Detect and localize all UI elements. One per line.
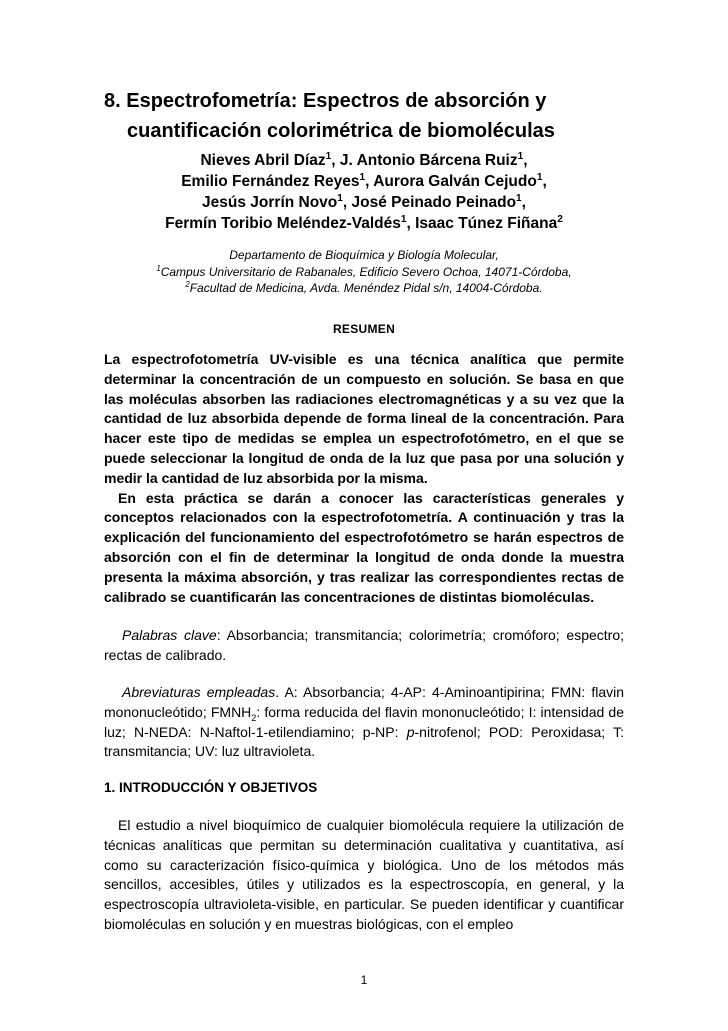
affiliation-1 xyxy=(104,264,624,281)
author-affiliation-mark: 1 xyxy=(325,150,332,162)
author-name: Fermín Toribio Meléndez-Valdés xyxy=(165,215,401,232)
author-affiliation-mark: 1 xyxy=(359,171,366,183)
abstract-paragraph-2: En esta práctica se darán a conocer las características generales y conceptos relacionados con la espectrofotometría. A continuación y tras la explicación del funcionamiento del espectrofotómetro se harán espectros de absorción con el fin de determinar la longitud de onda donde la muestra presenta la máxima absorción, y tras realizar las correspondientes rectas de calibrado se cuantificarán las concentraciones de distintas biomoléculas. xyxy=(104,489,624,605)
author-separator: , xyxy=(342,194,352,211)
author-list xyxy=(104,150,624,234)
author-separator: , xyxy=(331,152,340,169)
author-affiliation-mark: 1 xyxy=(517,150,524,162)
author-line xyxy=(104,192,624,213)
page-number: 1 xyxy=(360,973,368,987)
author-separator: , xyxy=(542,173,547,190)
author-separator: , xyxy=(523,152,528,169)
author-name: José Peinado Peinado xyxy=(351,194,517,211)
author-affiliation-mark: 1 xyxy=(400,213,407,225)
affiliation-mark: 1 xyxy=(156,263,161,273)
affiliation-mark: 2 xyxy=(185,280,190,289)
keywords-label: Palabras clave xyxy=(122,627,217,643)
author-affiliation-mark: 1 xyxy=(536,171,543,183)
affiliation-text: Campus Universitario de Rabanales, Edificio Severo Ochoa, 14071-Córdoba, xyxy=(160,264,572,279)
section-heading-introduction: 1. INTRODUCCIÓN Y OBJETIVOS xyxy=(104,780,318,795)
author-name: Nieves Abril Díaz xyxy=(200,152,326,169)
author-name: Jesús Jorrín Novo xyxy=(202,194,338,211)
department: Departamento de Bioquímica y Biología Molecular, xyxy=(229,248,499,262)
subscript: 2 xyxy=(251,712,257,723)
affiliation-text: Facultad de Medicina, Avda. Menéndez Pidal s/n, 14004-Córdoba. xyxy=(189,281,543,295)
abstract-paragraph-1: La espectrofotometría UV-visible es una técnica analítica que permite determinar la concentración de un compuesto en solución. Se basa en que las moléculas absorben las radiaciones electromagnéticas y a su vez que la cantidad de luz absorbida depende de forma lineal de la concentración. Para hacer este tipo de medidas se emplea un espectrofotómetro, en el que se puede seleccionar la longitud de onda de la luz que pasa por una solución y medir la cantidad de luz absorbida por la misma. xyxy=(104,351,624,486)
author-affiliation-mark: 2 xyxy=(557,213,563,225)
keywords xyxy=(104,626,624,666)
author-line xyxy=(104,213,624,234)
italic-letter: p xyxy=(406,723,415,740)
author-separator: , xyxy=(406,215,416,232)
keywords-text: : Absorbancia; transmitancia; colorimetría; cromóforo; espectro; rectas de calibrado. xyxy=(104,627,624,663)
abbreviations-text: : forma reducida del flavin mononucleótido; I: intensidad de luz; N-NEDA: N-Naftol-1-etilendiamino; p-NP: xyxy=(104,703,624,740)
author-name: J. Antonio Bárcena Ruiz xyxy=(339,152,518,169)
abstract-heading: RESUMEN xyxy=(332,322,396,336)
abbreviations-text: -nitrofenol; POD: Peroxidasa; T: transmitancia; UV: luz ultravioleta. xyxy=(104,723,625,760)
author-affiliation-mark: 1 xyxy=(337,192,343,204)
paper-title xyxy=(104,86,664,146)
title-line-2: cuantificación colorimétrica de biomoléculas xyxy=(127,120,555,142)
author-line xyxy=(104,171,624,192)
author-name: Aurora Galván Cejudo xyxy=(373,173,537,190)
introduction-paragraph: El estudio a nivel bioquímico de cualquier biomolécula requiere la utilización de técnicas analíticas que permitan su determinación cualitativa y cuantitativa, así como su caracterización físico-química y biológica. Uno de los métodos más sencillos, accesibles, útiles y utilizados es la espectroscopía, en general, y la espectroscopía ultravioleta-visible, en particular. Se pueden identificar y cuantificar biomoléculas en solución y en muestras biológicas, con el empleo xyxy=(104,817,624,932)
title-line-1: 8. Espectrofometría: Espectros de absorción y xyxy=(104,90,547,112)
author-name: Emilio Fernández Reyes xyxy=(181,173,360,190)
abstract-body xyxy=(104,350,624,607)
author-line xyxy=(104,150,624,171)
author-affiliation-mark: 1 xyxy=(516,192,522,204)
abbreviations-label: Abreviaturas empleadas xyxy=(122,684,276,700)
affiliation-2 xyxy=(104,280,624,297)
author-separator: , xyxy=(521,194,526,211)
abbreviations xyxy=(104,683,624,762)
author-separator: , xyxy=(365,173,374,190)
author-name: Isaac Túnez Fiñana xyxy=(415,215,558,232)
affiliations xyxy=(104,247,624,297)
abbreviations-text: . A: Absorbancia; 4-AP: 4-Aminoantipirina; FMN: flavin mononucleótido; FMNH xyxy=(104,684,624,720)
